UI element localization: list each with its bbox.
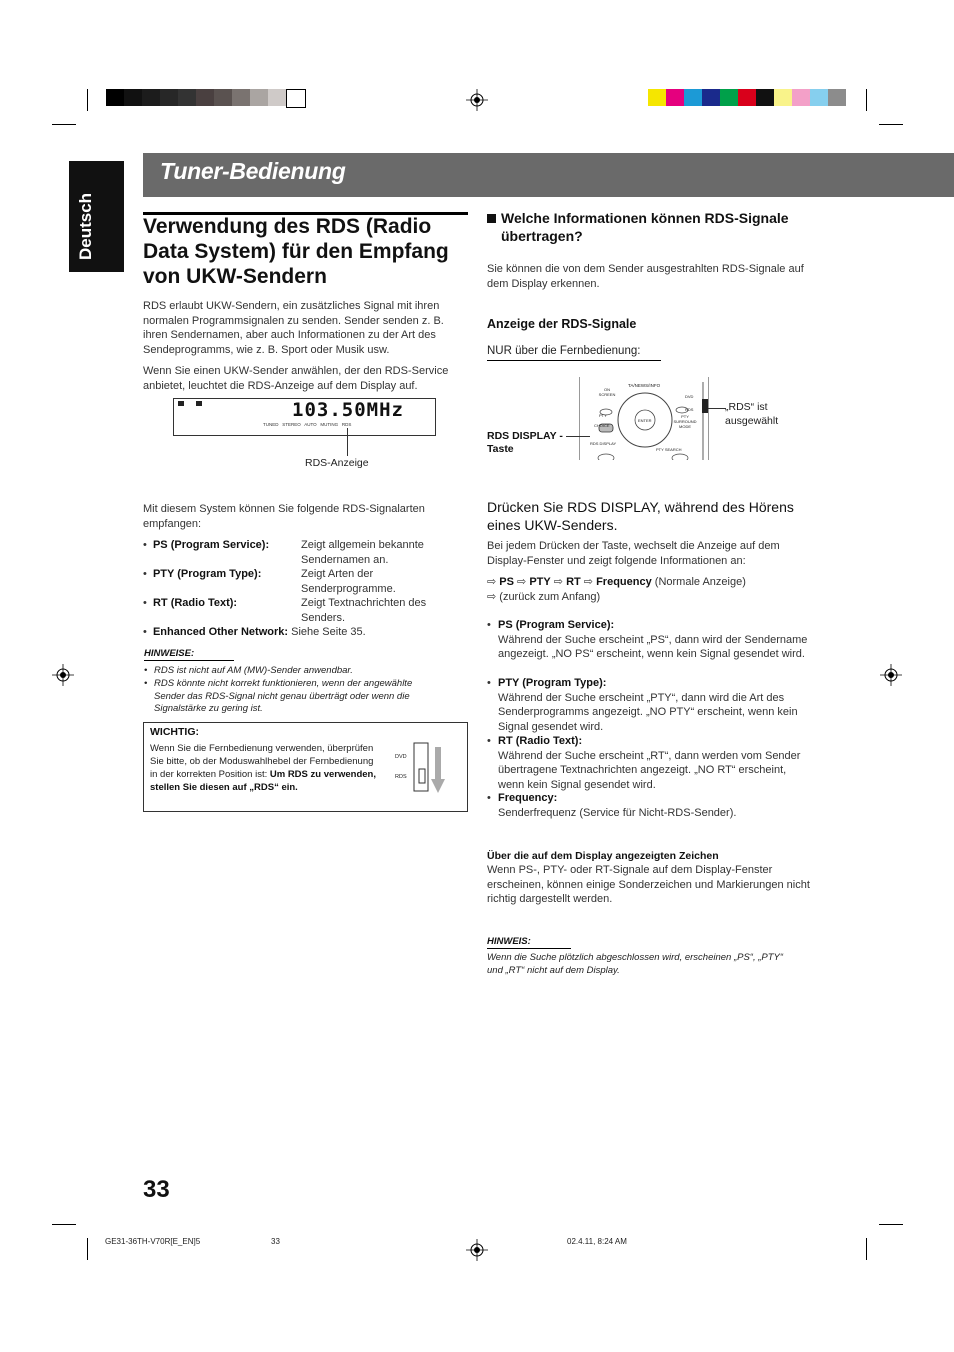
display-panel	[173, 398, 436, 436]
page-title: Tuner-Bedienung	[160, 158, 346, 184]
rds-selected-pointer	[708, 408, 726, 409]
remote-label: RDS	[685, 407, 694, 412]
remote-label: ENTER	[638, 418, 652, 423]
cycle-item: RT	[566, 576, 581, 588]
signal-type-term: RT (Radio Text):	[152, 597, 238, 609]
footer-page-ref: 33	[271, 1237, 280, 1246]
arrow-icon: ⇨	[487, 576, 497, 588]
detail-desc: Während der Suche erscheint „PS“, dann wird der Sendername angezeigt. „NO PS“ erscheint, wenn kein Signal gesendet wird.	[498, 633, 808, 660]
calibration-swatch	[160, 89, 178, 106]
signal-type-item: • RT (Radio Text): Zeigt Textnachrichten des Senders.	[143, 596, 473, 611]
remote-label: RDS DISPLAY	[590, 441, 617, 446]
cycle-back-label: (zurück zum Anfang)	[499, 590, 601, 603]
calibration-swatch	[178, 89, 196, 106]
arrow-icon: ⇨	[583, 576, 594, 588]
calibration-swatch	[142, 89, 160, 106]
arrow-icon: ⇨	[487, 590, 497, 603]
rds-selected-label: „RDS“ ist ausgewählt	[725, 401, 779, 427]
cycle-normal-label: (Normale Anzeige)	[654, 576, 746, 588]
signal-type-term: Enhanced Other Network:	[152, 626, 289, 638]
language-tab-label: Deutsch	[76, 192, 95, 260]
note-heading: HINWEIS:	[487, 936, 531, 947]
notes-underline	[144, 660, 234, 661]
cycle-item: PS	[499, 576, 514, 588]
note-item: • RDS ist nicht auf AM (MW)-Sender anwendbar.	[144, 665, 454, 678]
calibration-swatch	[232, 89, 250, 106]
important-body: Wenn Sie die Fernbedienung verwenden, überprüfen Sie bitte, ob der Moduswahlhebel der Fernbedienung in der korrekten Position ist:	[150, 743, 374, 780]
calibration-swatch	[214, 89, 232, 106]
note-text: RDS ist nicht auf AM (MW)-Sender anwendbar.	[154, 665, 353, 676]
remote-label: TA/NEWS/INFO	[628, 383, 661, 388]
detail-desc: Während der Suche erscheint „RT“, dann werden vom Sender übertragene Textnachrichten angezeigt. „NO RT“ erscheint, wenn kein Signal gesendet wird.	[498, 749, 801, 791]
display-caption: RDS-Anzeige	[305, 457, 369, 469]
calibration-swatch	[774, 89, 792, 106]
chars-text: Wenn PS-, PTY- oder RT-Signale auf dem Display-Fenster erscheinen, können einige Sonderzeichen und Markierungen nicht richtig dargestellt werden.	[487, 864, 810, 905]
signal-type-item: • PS (Program Service): Zeigt allgemein bekannte Sendernamen an.	[143, 538, 473, 553]
note-text: RDS könnte nicht korrekt funktionieren, wenn der angewählte Sender das RDS-Signal nicht genau überträgt oder wenn die Signalstärke zu gering ist.	[154, 678, 413, 714]
calibration-swatch	[720, 89, 738, 106]
note-text: Wenn die Suche plötzlich abgeschlossen wird, erscheinen „PS“, „PTY“ und „RT“ nicht auf dem Display.	[487, 952, 784, 976]
detail-item: • PTY (Program Type): Während der Suche erscheint „PTY“, dann wird die Art des Senderprogramms angezeigt. „NO PTY“ erscheint, wenn kein Signal gesendet wird.	[487, 676, 817, 734]
calibration-swatch	[738, 89, 756, 106]
detail-term: Frequency:	[498, 792, 558, 804]
signal-type-desc: Zeigt allgemein bekannte Sendernamen an.	[301, 539, 424, 566]
instruction-heading: Drücken Sie RDS DISPLAY, während des Hörens eines UKW-Senders.	[487, 499, 794, 533]
notes-heading: HINWEISE:	[144, 648, 195, 659]
display-indicator-icon	[178, 401, 184, 406]
detail-desc: Während der Suche erscheint „PTY“, dann wird die Art des Senderprogramms angezeigt. „NO PTY“ erscheint, wenn kein Signal gesendet wird.	[498, 691, 798, 733]
instruction-body: Bei jedem Drücken der Taste, wechselt die Anzeige auf dem Display-Fenster und zeigt folgende Informationen an:	[487, 540, 780, 567]
important-box	[143, 722, 468, 812]
remote-only-underline	[487, 360, 661, 361]
switch-label-rds: RDS	[395, 774, 407, 780]
calibration-swatch	[666, 89, 684, 106]
display-indicator-icon	[196, 401, 202, 406]
footer-timestamp: 02.4.11, 8:24 AM	[567, 1237, 627, 1246]
calibration-swatch	[196, 89, 214, 106]
calibration-swatch	[106, 89, 124, 106]
remote-illustration	[579, 377, 709, 460]
signal-type-term: PTY (Program Type):	[152, 568, 262, 580]
calibration-swatch	[684, 89, 702, 106]
square-bullet-icon	[487, 214, 496, 223]
registration-mark-icon	[466, 1239, 488, 1261]
signal-type-item: • PTY (Program Type): Zeigt Arten der Senderprogramme.	[143, 567, 473, 582]
chars-heading: Über die auf dem Display angezeigten Zeichen	[487, 850, 719, 862]
arrow-icon: ⇨	[553, 576, 563, 588]
rds-display-pointer	[566, 436, 590, 437]
mode-switch-icon	[406, 741, 446, 797]
note-item: • RDS könnte nicht korrekt funktionieren, wenn der angewählte Sender das RDS-Signal nicht genau überträgt oder wenn die Signalstärke zu gering ist.	[144, 678, 454, 691]
calibration-swatch	[702, 89, 720, 106]
detail-item: • Frequency: Senderfrequenz (Service für Nicht-RDS-Sender).	[487, 791, 817, 820]
calibration-swatch	[828, 89, 846, 106]
calibration-swatch	[124, 89, 142, 106]
registration-mark-icon	[880, 664, 902, 686]
cycle-item: Frequency	[596, 576, 652, 588]
rds-indicator-pointer	[347, 428, 348, 456]
switch-label-dvd: DVD	[395, 754, 407, 760]
section-heading: Welche Informationen können RDS-Signale übertragen?	[501, 210, 789, 244]
signal-type-desc: Siehe Seite 35.	[291, 626, 366, 638]
calibration-swatch	[756, 89, 774, 106]
detail-term: RT (Radio Text):	[498, 735, 583, 747]
important-text	[150, 742, 380, 794]
detail-term: PTY (Program Type):	[498, 677, 607, 689]
calibration-swatch	[250, 89, 268, 106]
remote-label: PTY SEARCH	[656, 447, 682, 452]
display-indicators: TUNED STEREO AUTO MUTING RDS	[263, 422, 352, 427]
calibration-swatch	[268, 89, 286, 106]
section-title: Verwendung des RDS (Radio Data System) für den Empfang von UKW-Sendern	[143, 215, 449, 288]
remote-label: CHOICE	[594, 423, 610, 428]
intro-paragraph: RDS erlaubt UKW-Sendern, ein zusätzliches Signal mit ihren normalen Programmsignalen zu senden. Sender senden z. B. ihren Sendernamen, aber auch Informationen zu der Art des Sendeprogramms, wie z. B. Sport oder Musik usw.	[143, 300, 444, 356]
display-frequency: 103.50MHz	[292, 399, 404, 421]
detail-item: • PS (Program Service): Während der Suche erscheint „PS“, dann wird der Sendername angezeigt. „NO PS“ erscheint, wenn kein Signal gesendet wird.	[487, 618, 817, 662]
important-heading: WICHTIG:	[150, 726, 199, 738]
remote-only-label: NUR über die Fernbedienung:	[487, 345, 641, 357]
remote-label: DVD	[685, 394, 694, 399]
registration-mark-icon	[52, 664, 74, 686]
rds-indicator-paragraph: Wenn Sie einen UKW-Sender anwählen, der den RDS-Service anbietet, leuchtet die RDS-Anzeige auf dem Display auf.	[143, 365, 449, 392]
sub-heading: Anzeige der RDS-Signale	[487, 317, 637, 331]
registration-mark-icon	[466, 89, 488, 111]
cycle-item: PTY	[529, 576, 551, 588]
detail-item: • RT (Radio Text): Während der Suche erscheint „RT“, dann werden vom Sender übertragene Textnachrichten angezeigt. „NO RT“ erscheint, wenn kein Signal gesendet wird.	[487, 734, 817, 792]
section-intro: Sie können die von dem Sender ausgestrahlten RDS-Signale auf dem Display erkennen.	[487, 263, 804, 290]
signal-types-intro: Mit diesem System können Sie folgende RDS-Signalarten empfangen:	[143, 503, 425, 530]
remote-label: PTY SURROUND MODE	[673, 414, 697, 429]
signal-type-item: • Enhanced Other Network: Siehe Seite 35.	[143, 626, 366, 638]
page-number: 33	[143, 1176, 170, 1203]
calibration-swatch	[792, 89, 810, 106]
detail-term: PS (Program Service):	[498, 619, 615, 631]
detail-desc: Senderfrequenz (Service für Nicht-RDS-Sender).	[498, 806, 737, 819]
remote-label: ON SCREEN	[598, 387, 616, 397]
rds-display-button-label: RDS DISPLAY -Taste	[487, 430, 563, 455]
important-bold: Um RDS zu verwenden, stellen Sie diesen auf „RDS“ ein.	[150, 769, 376, 793]
calibration-swatch	[810, 89, 828, 106]
signal-type-desc: Zeigt Textnachrichten des Senders.	[301, 597, 427, 624]
calibration-swatch	[648, 89, 666, 106]
display-cycle	[487, 575, 817, 604]
footer-file: GE31-36TH-V70R[E_EN]5	[105, 1237, 201, 1246]
note-underline	[487, 948, 571, 949]
signal-type-term: PS (Program Service):	[152, 539, 270, 551]
arrow-icon: ⇨	[517, 576, 527, 588]
remote-label: PTY	[599, 413, 607, 418]
calibration-swatch	[286, 89, 306, 108]
signal-type-desc: Zeigt Arten der Senderprogramme.	[301, 568, 396, 595]
